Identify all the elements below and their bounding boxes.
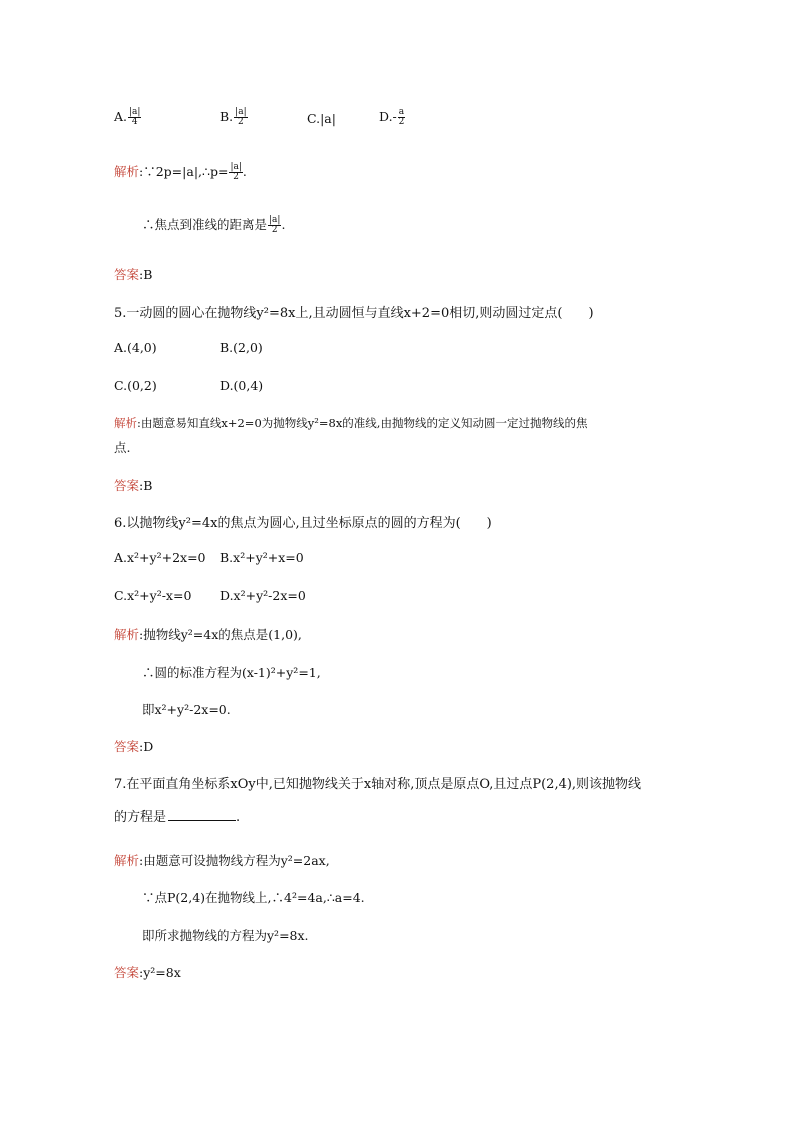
analysis-text-end: . [281,217,286,232]
q4-option-d [379,108,405,127]
option-prefix: D.- [379,109,397,124]
q7-question-line-1: 7.在平面直角坐标系xOy中,已知抛物线关于x轴对称,顶点是原点O,且过点P(2,4),则该抛物线 [114,777,642,792]
fraction-denominator: 2 [238,117,244,127]
option-prefix: C. [307,111,321,126]
fraction-numerator: |a| [269,215,281,225]
question-text: 的方程是 [114,810,167,825]
q5-option-c: C.(0,2) [114,378,157,393]
analysis-text: :由题意可设抛物线方程为y²=2ax, [139,853,330,868]
q5-option-d: D.(0,4) [220,378,264,393]
q5-option-a: A.(4,0) [114,340,157,355]
answer-text: :B [139,478,153,493]
q4-answer [114,265,152,283]
analysis-label: 解析 [114,853,140,868]
q6-option-d: D.x²+y²-2x=0 [220,588,306,603]
q6-option-b: B.x²+y²+x=0 [220,550,304,565]
q7-question-line-2 [114,806,240,825]
q4-analysis-line-1 [114,162,247,182]
q6-option-c: C.x²+y²-x=0 [114,588,192,603]
fraction-denominator: 2 [398,117,405,127]
answer-text: :y²=8x [139,965,181,980]
analysis-text-end: . [242,164,247,179]
answer-text: :B [139,267,153,282]
q6-analysis-line-1 [114,625,302,643]
analysis-label: 解析 [114,164,140,179]
fraction [234,108,247,127]
fraction-denominator: 2 [271,225,278,235]
q7-analysis-line-2: ∵点P(2,4)在抛物线上,∴4²=4a,∴a=4. [142,890,365,905]
answer-text: :D [139,739,154,754]
q7-answer [114,963,181,981]
fraction [268,216,281,235]
analysis-text: :由题意易知直线x+2=0为抛物线y²=8x的准线,由抛物线的定义知动圆一定过抛物线的焦 [137,416,588,430]
fraction-numerator: |a| [230,162,242,172]
option-prefix: B. [220,109,234,124]
q5-analysis-line-2: 点. [114,440,131,455]
question-text-end: . [236,810,241,825]
q5-question: 5.一动圆的圆心在抛物线y²=8x上,且动圆恒与直线x+2=0相切,则动圆过定点( ) [114,306,594,321]
q4-analysis-line-2 [142,215,285,235]
analysis-text: ∴焦点到准线的距离是 [142,217,268,232]
analysis-text: :抛物线y²=4x的焦点是(1,0), [139,627,302,642]
fraction-denominator: 4 [131,117,138,127]
fraction-numerator: a [398,107,405,117]
fraction [229,163,242,182]
option-text: |a| [320,111,336,126]
q4-option-a [114,108,141,127]
q6-question: 6.以抛物线y²=4x的焦点为圆心,且过坐标原点的圆的方程为( ) [114,516,492,531]
option-prefix: A. [114,109,128,124]
q6-answer [114,737,153,755]
q4-option-c [307,111,336,126]
fraction-denominator: 2 [233,172,240,182]
analysis-text: :∵2p=|a|,∴p= [139,164,229,179]
fraction-numerator: |a| [235,107,247,117]
answer-label: 答案 [114,965,140,980]
answer-blank[interactable] [168,810,236,821]
q6-analysis-line-3: 即x²+y²-2x=0. [142,702,231,717]
fraction-numerator: |a| [129,107,141,117]
answer-label: 答案 [114,267,140,282]
q6-option-a: A.x²+y²+2x=0 [114,550,206,565]
q6-analysis-line-2: ∴圆的标准方程为(x-1)²+y²=1, [142,665,321,680]
fraction [398,108,405,127]
analysis-label: 解析 [114,627,140,642]
q5-analysis-line-1 [114,415,587,431]
q5-option-b: B.(2,0) [220,340,263,355]
q4-option-b [220,108,248,127]
answer-label: 答案 [114,739,140,754]
answer-label: 答案 [114,478,140,493]
fraction [128,108,141,127]
q5-answer [114,476,152,494]
q7-analysis-line-3: 即所求抛物线的方程为y²=8x. [142,928,309,943]
analysis-label: 解析 [114,416,137,430]
q7-analysis-line-1 [114,851,330,869]
